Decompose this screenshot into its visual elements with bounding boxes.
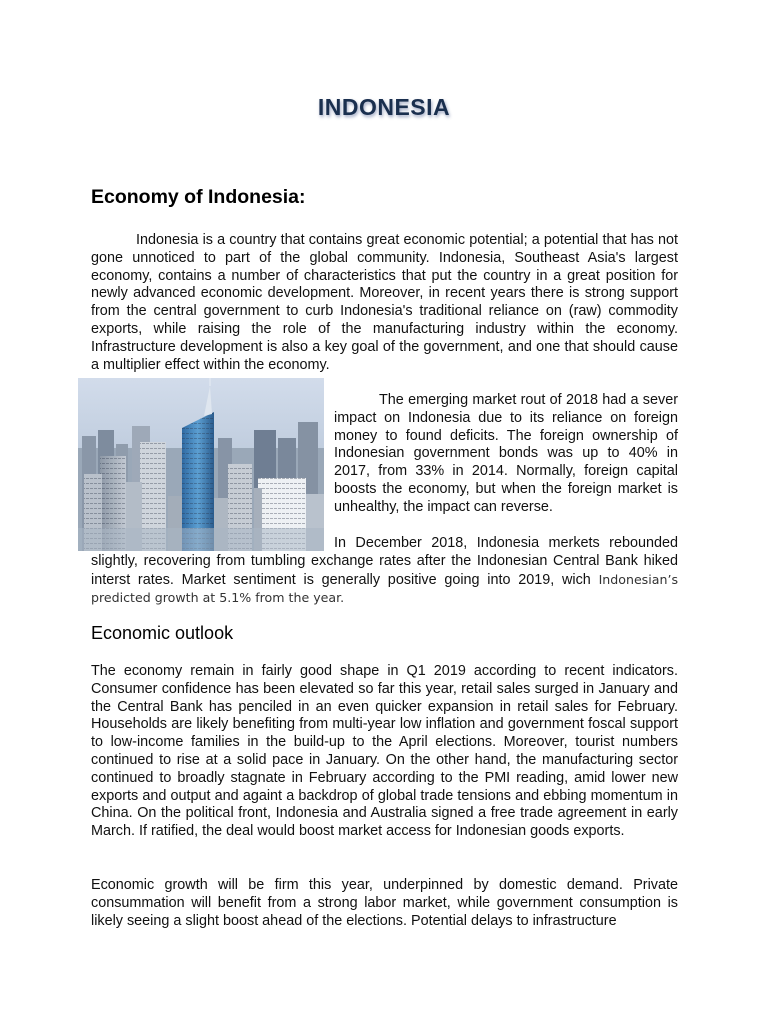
heading-economy: Economy of Indonesia: xyxy=(91,186,306,208)
paragraph-market-rout: The emerging market rout of 2018 had a sever impact on Indonesia due to its reliance on foreign money to found deficits. The foreign ownership of Indonesian government bonds was up to 40% in 2017, from 33% in 2014. Normally, foreign capital boosts the economy, but when the foreign market is unhealthy, the impact can reverse. xyxy=(334,392,678,515)
heading-outlook: Economic outlook xyxy=(91,623,234,643)
jakarta-skyline-photo xyxy=(78,378,324,551)
paragraph-december xyxy=(91,535,678,608)
paragraph-december-lead: In December 2018, Indonesia merkets xyxy=(334,535,600,551)
document-title: INDONESIA xyxy=(317,94,451,120)
paragraph-december-body: rebounded slightly, recovering from tumbling exchange rates after the Indonesian Central Bank hiked interst rates. Market sentiment is generally positive going into 2019, wich xyxy=(91,535,678,588)
paragraph-growth: Economic growth will be firm this year, underpinned by domestic demand. Private consummation will benefit from a strong labor market, while government consumption is likely seeing a slight boost ahead of the elections. Potential delays to infrastructure xyxy=(91,877,678,929)
paragraph-outlook: The economy remain in fairly good shape in Q1 2019 according to recent indicators. Consumer confidence has been elevated so far this year, retail sales surged in January and the Central Bank has penciled in an even quicker expansion in retail sales for February. Households are likely benefiting from multi-year low inflation and government foscal support to low-income families in the build-up to the April elections. Moreover, tourist numbers continued to rise at a solid pace in January. On the other hand, the manufacturing sector continued to broadly stagnate in February according to the PMI reading, amid lower new exports and output and againt a backdrop of global trade tensions and ebbing momentum in China. On the political front, Indonesia and Australia signed a free trade agreement in early March. If ratified, the deal would boost market access for Indonesian goods exports. xyxy=(91,663,678,840)
skyline-illustration xyxy=(78,378,324,551)
paragraph-intro: Indonesia is a country that contains great economic potential; a potential that has not gone unnoticed to part of the global community. Indonesia, Southeast Asia's largest economy, contains a number of characteristics that put the country in a great position for newly advanced economic development. Moreover, in recent years there is strong support from the central government to curb Indonesia's traditional reliance on (raw) commodity exports, while raising the role of the manufacturing industry within the economy. Infrastructure development is also a key goal of the government, and one that should cause a multiplier effect within the economy. xyxy=(91,232,678,373)
paragraph-december-tail: Indonesian’s predicted growth at 5.1% from the year. xyxy=(91,571,679,606)
